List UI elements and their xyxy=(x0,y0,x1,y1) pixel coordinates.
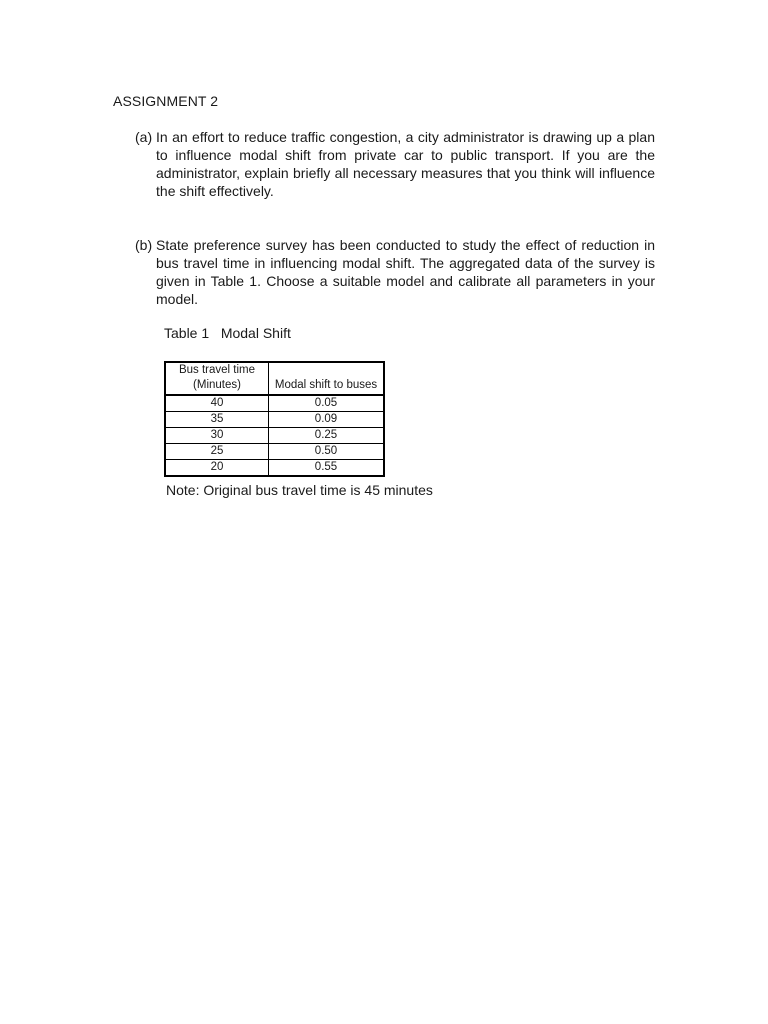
cell-travel-time: 40 xyxy=(165,395,269,412)
cell-travel-time: 30 xyxy=(165,428,269,444)
header-modal-shift: Modal shift to buses xyxy=(269,362,385,395)
cell-travel-time: 25 xyxy=(165,444,269,460)
question-b-label: (b) xyxy=(135,237,153,253)
cell-travel-time: 35 xyxy=(165,412,269,428)
page-title: ASSIGNMENT 2 xyxy=(113,93,219,109)
cell-modal-shift: 0.55 xyxy=(269,460,385,477)
table-note: Note: Original bus travel time is 45 minutes xyxy=(166,482,433,498)
cell-travel-time: 20 xyxy=(165,460,269,477)
question-b xyxy=(135,236,655,308)
table-row xyxy=(165,444,384,460)
table-header-row xyxy=(165,362,384,395)
table-row xyxy=(165,428,384,444)
question-a-text: In an effort to reduce traffic congestion, a city administrator is drawing up a plan to influence modal shift from private car to public transport. If you are the administrator, explain briefly all necessary measures that you think will influence the shift effectively. xyxy=(156,129,655,199)
question-a-label: (a) xyxy=(135,129,153,145)
table-row xyxy=(165,395,384,412)
cell-modal-shift: 0.05 xyxy=(269,395,385,412)
question-a xyxy=(135,128,655,200)
table-row xyxy=(165,412,384,428)
table-caption: Table 1 Modal Shift xyxy=(164,325,291,341)
modal-shift-table xyxy=(164,361,385,477)
cell-modal-shift: 0.25 xyxy=(269,428,385,444)
cell-modal-shift: 0.09 xyxy=(269,412,385,428)
question-b-text: State preference survey has been conducted to study the effect of reduction in bus travel time in influencing modal shift. The aggregated data of the survey is given in Table 1. Choose a suitable model and calibrate all parameters in your model. xyxy=(156,237,655,307)
header-bus-travel-time: Bus travel time (Minutes) xyxy=(165,362,269,395)
cell-modal-shift: 0.50 xyxy=(269,444,385,460)
table-row xyxy=(165,460,384,477)
